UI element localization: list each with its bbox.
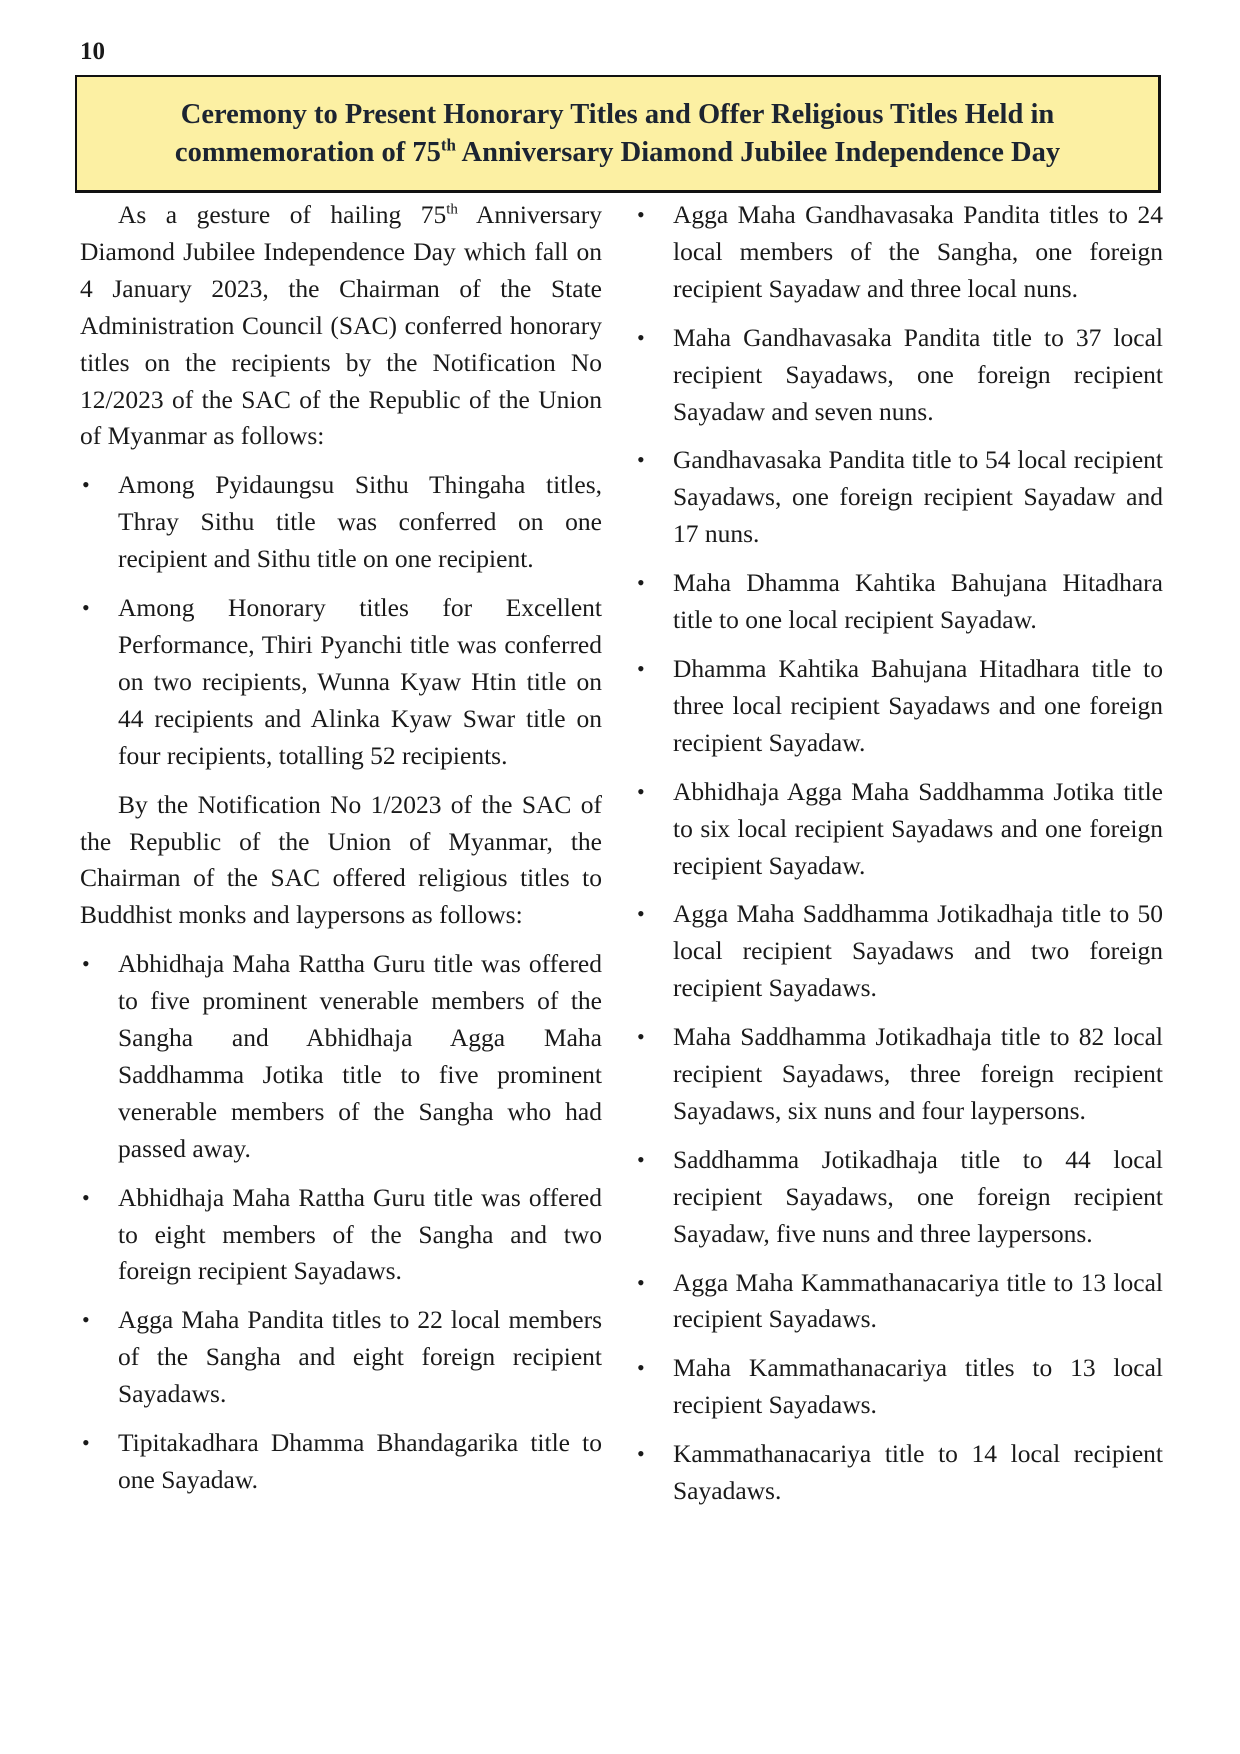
list-item [80,1180,602,1291]
bullet-icon: • [637,1024,645,1050]
list-item [635,1436,1163,1510]
list-item-text: Abhidhaja Maha Rattha Guru title was offered to five prominent venerable members of the Sangha and Abhidhaja Agga Maha Saddhamma Jotika title to five prominent venerable members of the Sangha who had passed away. [118,949,602,1163]
bullet-icon: • [637,202,645,227]
title-superscript: th [440,135,456,154]
left-column [80,197,602,1511]
list-item-text: Maha Gandhavasaka Pandita title to 37 local recipient Sayadaws, one foreign recipient Sayadaw and seven nuns. [673,322,1163,426]
list-item-text: Tipitakadhara Dhamma Bhandagarika title to one Sayadaw. [118,1428,602,1494]
list-item-text: Agga Maha Gandhavasaka Pandita titles to 24 local members of the Sangha, one foreign recipient Sayadaw and three local nuns. [673,200,1163,303]
list-item-text: Agga Maha Saddhamma Jotikadhaja title to 50 local recipient Sayadaws and two foreign recipient Sayadaws. [673,899,1163,1003]
list-item [635,565,1163,639]
bullet-icon: • [82,951,90,977]
list-item-text: Dhamma Kahtika Bahujana Hitadhara title to three local recipient Sayadaws and one foreign recipient Sayadaw. [673,653,1163,757]
list-item-text: Agga Maha Pandita titles to 22 local members of the Sangha and eight foreign recipient Sayadaws. [118,1305,602,1409]
list-item-text: Abhidhaja Maha Rattha Guru title was offered to eight members of the Sangha and two foreign recipient Sayadaws. [118,1182,602,1286]
bullet-icon: • [82,472,90,498]
list-item [80,467,602,578]
bullet-icon: • [82,1430,90,1456]
list-item [635,774,1163,885]
list-item-text: Maha Dhamma Kahtika Bahujana Hitadhara title to one local recipient Sayadaw. [673,568,1163,635]
bullet-icon: • [637,655,645,681]
list-item-text: Among Pyidaungsu Sithu Thingaha titles, Thray Sithu title was conferred on one recipient and Sithu title on one recipient. [118,470,602,574]
list-item [635,651,1163,762]
article-title-line-2 [175,134,1060,172]
bullet-icon: • [82,1184,90,1210]
article-title-line-1: Ceremony to Present Honorary Titles and Offer Religious Titles Held in [180,98,1055,130]
title-text-before: commemoration of 75 [174,136,441,168]
bullet-icon: • [637,1441,645,1467]
list-item [80,946,602,1167]
list-item [635,1142,1163,1253]
bullet-icon: • [82,1307,90,1333]
bullet-icon: • [82,595,90,621]
bullet-icon: • [637,1146,645,1172]
bullet-icon: • [637,324,645,350]
list-item [635,442,1163,553]
list-item [635,1350,1163,1424]
list-item-text: Saddhamma Jotikadhaja title to 44 local recipient Sayadaws, one foreign recipient Sayadaw, five nuns and three laypersons. [673,1144,1163,1248]
list-item-text: Maha Kammathanacariya titles to 13 local recipient Sayadaws. [673,1353,1163,1420]
list-item-text: Agga Maha Kammathanacariya title to 13 local recipient Sayadaws. [673,1267,1163,1334]
article-title-box [75,75,1161,193]
list-item-text: Kammathanacariya title to 14 local recipient Sayadaws. [673,1439,1163,1506]
page-number: 10 [80,38,105,65]
intro-paragraph [80,197,602,455]
list-item [80,1425,602,1499]
bullet-icon: • [637,1269,645,1295]
intro-superscript: th [446,201,458,218]
list-item-text: Maha Saddhamma Jotikadhaja title to 82 local recipient Sayadaws, three foreign recipient Sayadaws, six nuns and four laypersons. [673,1022,1163,1125]
list-item [80,1302,602,1413]
list-item [635,197,1163,308]
list-item [635,896,1163,1007]
bullet-icon: • [637,570,645,596]
intro-text-before: As a gesture of hailing 75 [118,200,447,229]
bullet-icon: • [637,901,645,927]
bullet-icon: • [637,778,645,804]
intro-text-after: Anniversary Diamond Jubilee Independence Day which fall on 4 January 2023, the Chairman of the State Administration Council (SAC) conferred honorary titles on the recipients by the Notification No 12/2023 of the SAC of the Republic of the Union of Myanmar as follows: [80,200,602,451]
list-item-text: Abhidhaja Agga Maha Saddhamma Jotika title to six local recipient Sayadaws and one foreign recipient Sayadaw. [673,776,1163,880]
list-item-text: Gandhavasaka Pandita title to 54 local recipient Sayadaws, one foreign recipient Sayadaw and 17 nuns. [673,445,1163,549]
list-item [635,320,1163,431]
bullet-icon: • [637,447,645,473]
list-item [635,1019,1163,1130]
list-item [80,590,602,775]
bullet-icon: • [637,1355,645,1381]
second-paragraph: By the Notification No 1/2023 of the SAC of the Republic of the Union of Myanmar, the Chairman of the SAC offered religious titles to Buddhist monks and laypersons as follows: [80,789,602,930]
list-item [635,1265,1163,1339]
list-item-text: Among Honorary titles for Excellent Performance, Thiri Pyanchi title was conferred on two recipients, Wunna Kyaw Htin title on 44 recipients and Alinka Kyaw Swar title on four recipients, totalling 52 recipients. [118,593,602,770]
title-text-after: Anniversary Diamond Jubilee Independence Day [455,136,1061,168]
right-column [635,197,1163,1522]
